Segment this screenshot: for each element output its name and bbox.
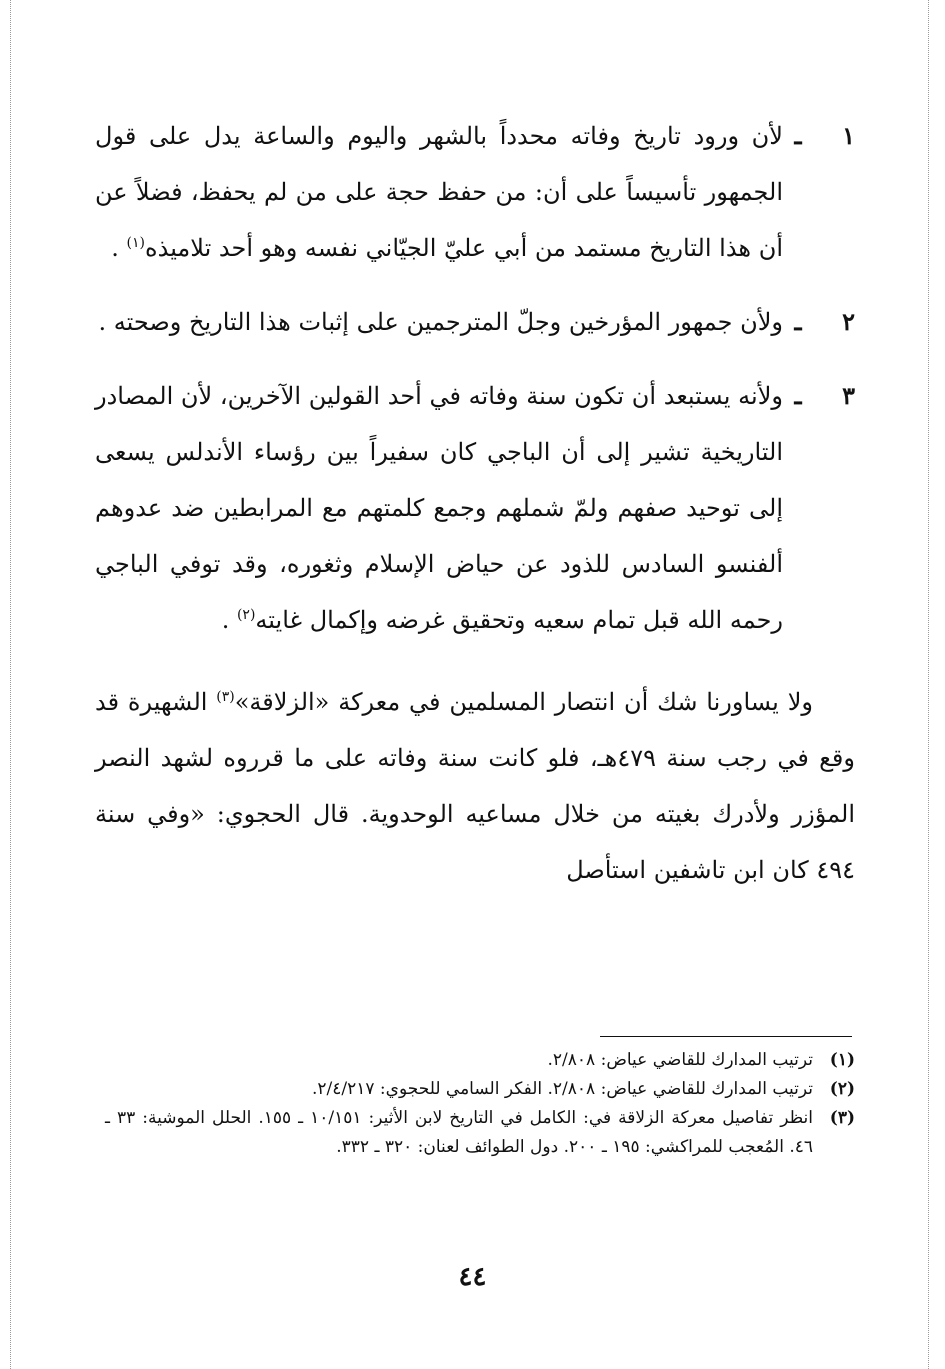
item-end-punct: . [98,308,114,336]
footnote-number: (٣) [829,1108,855,1128]
item-text [95,294,783,350]
paragraph-text-start: ولا يساورنا شك أن انتصار المسلمين في معركة «الزلاقة» [234,688,813,716]
page-body [95,108,855,922]
item-number: ١ [842,121,855,150]
item-end-punct: . [111,234,127,262]
item-end-punct: . [221,606,237,634]
paragraph-text-rest: الشهيرة قد وقع في رجب سنة ٤٧٩هـ، فلو كانت سنة وفاته على ما قرروه لشهد النصر المؤزر ولأدرك بغيته من خلال مساعيه الوحدوية. قال الحجوي: «وفي سنة ٤٩٤ كان ابن تاشفين استأصل [95,688,855,884]
footnote-ref-3[interactable]: (٣) [216,689,235,705]
page-number: ٤٤ [458,1262,487,1292]
footnote-text: انظر تفاصيل معركة الزلاقة في: الكامل في التاريخ لابن الأثير: ١٠/١٥١ ـ ١٥٥. الحلل الموشية: ٣٣ ـ ٤٦. المُعجب للمراكشي: ١٩٥ ـ ٢٠٠. دول الطوائف لعنان: ٣٢٠ ـ ٣٣٢. [105,1108,813,1157]
body-paragraph [95,674,855,898]
item-dash: ـ [794,121,802,150]
footnote-text: ترتيب المدارك للقاضي عياض: ٢/٨٠٨. [547,1050,813,1070]
footnote-number: (٢) [829,1079,855,1099]
footnote-1 [105,1046,855,1075]
list-item-1 [95,108,855,276]
footnote-ref-1[interactable]: (١) [126,235,146,251]
left-margin-guide [10,0,11,1369]
footnote-ref-2[interactable]: (٢) [236,607,256,623]
footnotes-section [105,1046,855,1162]
item-text [95,368,783,648]
footnote-separator [600,1036,852,1037]
item-dash: ـ [794,307,802,336]
item-dash: ـ [794,381,802,410]
list-item-2 [95,294,855,350]
footnote-2 [105,1075,855,1104]
list-item-3 [95,368,855,648]
footnote-number: (١) [829,1050,855,1070]
item-number: ٢ [842,307,855,336]
item-text-body: ولأنه يستبعد أن تكون سنة وفاته في أحد القولين الآخرين، لأن المصادر التاريخية تشير إلى أن الباجي كان سفيراً بين رؤساء الأندلس يسعى إلى توحيد صفهم ولمّ شملهم وجمع كلمتهم مع المرابطين ضد عدوهم ألفنسو السادس للذود عن حياض الإسلام وثغوره، وقد توفي الباجي رحمه الله قبل تمام سعيه وتحقيق غرضه وإكمال غايته [95,382,783,634]
item-text [95,108,783,276]
item-number: ٣ [842,381,855,410]
item-text-body: ولأن جمهور المؤرخين وجلّ المترجمين على إثبات هذا التاريخ وصحته [113,308,783,336]
item-text-body: لأن ورود تاريخ وفاته محدداً بالشهر واليوم والساعة يدل على قول الجمهور تأسيساً على أن: من حفظ حجة على من لم يحفظ، فضلاً عن أن هذا التاريخ مستمد من أبي عليّ الجيّاني نفسه وهو أحد تلاميذه [95,122,783,262]
footnote-3 [105,1104,855,1162]
right-margin-guide [928,0,929,1369]
footnote-text: ترتيب المدارك للقاضي عياض: ٢/٨٠٨. الفكر السامي للحجوي: ٢/٤/٢١٧. [312,1079,813,1099]
